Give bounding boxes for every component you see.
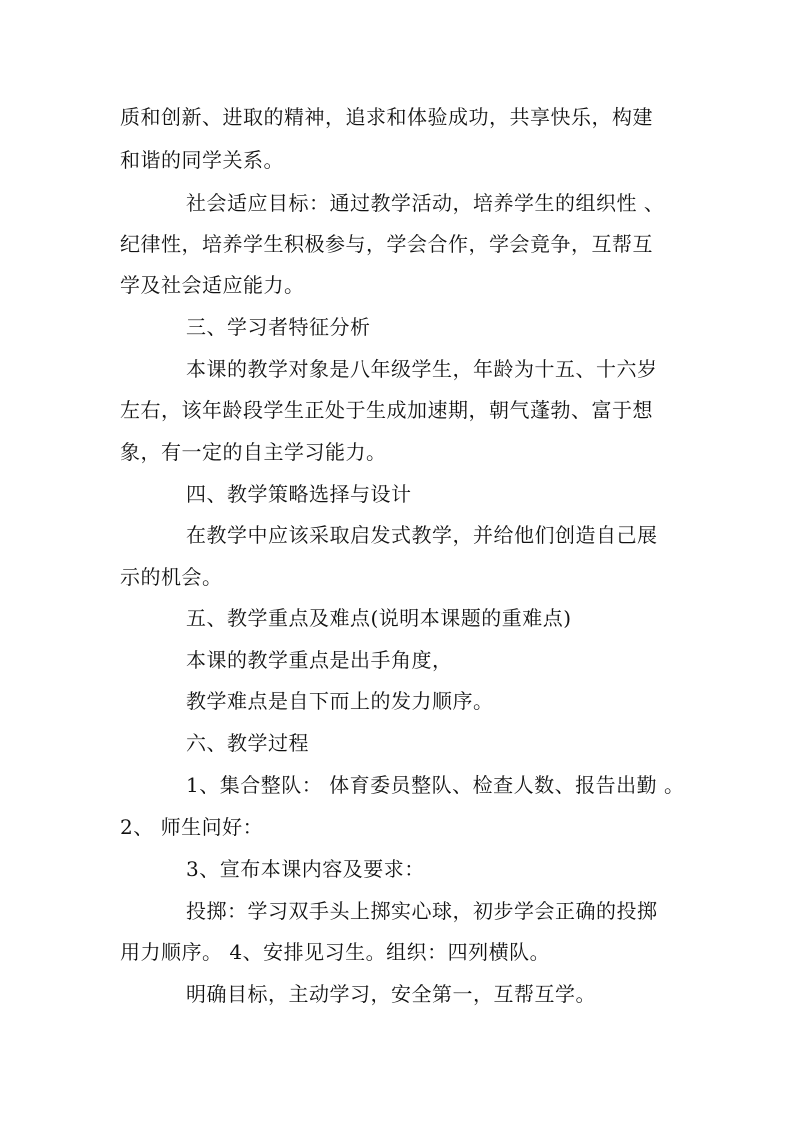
text-line: 本课的教学重点是出手角度， [186,648,453,672]
text-line: 3、宣布本课内容及要求： [186,857,425,881]
text-line: 教学难点是自下而上的发力顺序。 [186,689,494,713]
section-heading: 六、教学过程 [186,731,309,755]
section-heading: 五、教学重点及难点(说明本课题的重难点) [186,606,572,630]
text-line: 纪律性，培养学生积极参与，学会合作，学会竟争，互帮互 [120,232,653,256]
text-line: 象，有一定的自主学习能力。 [120,440,387,464]
text-line: 和谐的同学关系。 [120,148,284,172]
text-line: 社会适应目标：通过教学活动，培养学生的组织性 、 [186,191,665,215]
text-line: 用力顺序。 4、安排见习生。组织：四列横队。 [120,940,551,964]
text-line: 质和创新、进取的精神，追求和体验成功，共享快乐，构建 [120,105,653,129]
text-line: 2、 师生问好： [120,815,264,839]
text-line: 左右，该年龄段学生正处于生成加速期，朝气蓬勃、富于想 [120,398,653,422]
section-heading: 三、学习者特征分析 [186,315,371,339]
text-line: 示的机会。 [120,565,223,589]
text-line: 明确目标，主动学习，安全第一，互帮互学。 [186,982,596,1006]
text-line: 本课的教学对象是八年级学生，年龄为十五、十六岁 [186,357,658,381]
section-heading: 四、教学策略选择与设计 [186,482,412,506]
text-line: 学及社会适应能力。 [120,273,305,297]
text-line: 1、集合整队： 体育委员整队、检查人数、报告出勤 。 [186,773,685,797]
text-line: 投掷：学习双手头上掷实心球，初步学会正确的投掷 [186,899,658,923]
text-line: 在教学中应该采取启发式教学，并给他们创造自己展 [186,523,658,547]
